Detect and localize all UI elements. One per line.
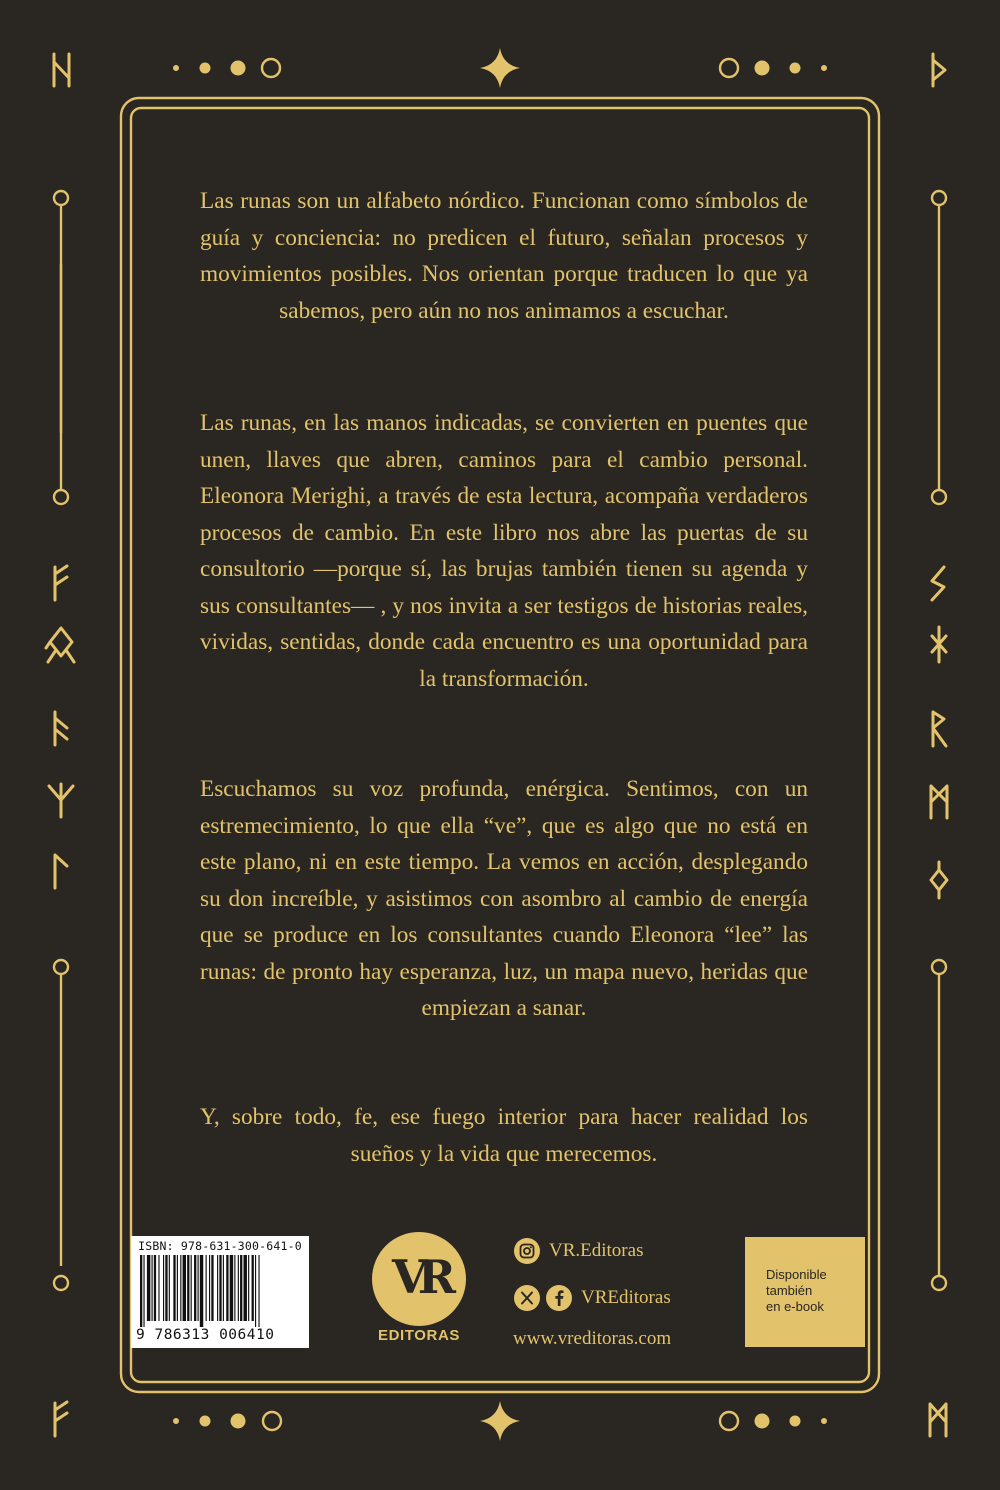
barcode-bar <box>244 1255 247 1321</box>
x-facebook-row[interactable] <box>513 1284 671 1312</box>
barcode-bar <box>248 1255 249 1321</box>
barcode <box>131 1236 309 1348</box>
barcode-bar <box>187 1255 189 1321</box>
barcode-bar <box>198 1255 199 1321</box>
barcode-bar <box>191 1255 192 1321</box>
barcode-bar <box>240 1255 242 1321</box>
barcode-bar <box>238 1255 239 1321</box>
barcode-bar <box>230 1255 233 1321</box>
barcode-bar <box>152 1255 153 1321</box>
barcode-bar <box>173 1255 175 1321</box>
barcode-bar <box>206 1255 207 1321</box>
logo-name: EDITORAS <box>377 1327 461 1344</box>
barcode-bar <box>211 1255 213 1321</box>
barcode-bar <box>147 1255 150 1321</box>
paragraph-3: Escuchamos su voz profunda, enérgica. Sentimos, con un estremecimiento, lo que ella “ve”, que es algo que no está en este plano, ni en este tiempo. La vemos en acción, desplegando su don increíble, y asistimos con asombro al cambio de energía que se produce en los consultantes cuando Eleonora “lee” las runas: de pronto hay esperanza, luz, un mapa nuevo, heridas que empiezan a sanar. <box>200 776 808 1021</box>
barcode-bars <box>136 1255 304 1327</box>
barcode-bar <box>258 1255 259 1327</box>
paragraph-4: Y, sobre todo, fe, ese fuego interior para hacer realidad los sueños y la vida que merecemos. <box>200 1104 808 1167</box>
instagram-handle: VR.Editoras <box>549 1240 644 1261</box>
instagram-row[interactable] <box>513 1237 643 1265</box>
barcode-bar <box>223 1255 224 1321</box>
barcode-bar <box>194 1255 196 1321</box>
barcode-bar <box>234 1255 235 1321</box>
barcode-bar <box>183 1255 186 1321</box>
barcode-bar <box>219 1255 221 1321</box>
barcode-bar <box>209 1255 210 1321</box>
ebook-line-3: en e-book <box>766 1299 824 1314</box>
barcode-bar <box>226 1255 228 1321</box>
ebook-badge <box>745 1237 865 1347</box>
barcode-bar <box>180 1255 181 1321</box>
barcode-bar <box>140 1255 142 1327</box>
instagram-icon <box>513 1237 541 1265</box>
barcode-bar <box>252 1255 254 1321</box>
x-facebook-handle: VREditoras <box>581 1287 671 1308</box>
barcode-bar <box>163 1255 164 1321</box>
ebook-line-2: también <box>766 1283 813 1298</box>
barcode-digits: 9 786313 006410 <box>136 1327 275 1343</box>
barcode-bar <box>154 1255 156 1321</box>
barcode-bar <box>169 1255 170 1321</box>
facebook-icon <box>545 1284 573 1312</box>
barcode-bar <box>158 1255 159 1321</box>
barcode-bar <box>255 1255 256 1327</box>
barcode-bar <box>200 1255 203 1327</box>
barcode-bar <box>165 1255 167 1321</box>
isbn-label: ISBN: 978-631-300-641-0 <box>138 1239 302 1253</box>
paragraph-2: Las runas, en las manos indicadas, se convierten en puentes que unen, llaves que abren, caminos para el cambio personal. Eleonora Merighi, a través de esta lectura, acompaña verdaderos procesos de cambio. En este libro nos abre las puertas de su consultorio —porque sí, las brujas también tienen su agenda y sus consultantes— , y nos invita a ser testigos de historias reales, vividas, sentidas, donde cada encuentro es una oportunidad para la transformación. <box>200 410 808 692</box>
barcode-bar <box>143 1255 144 1327</box>
ebook-line-1: Disponible <box>766 1267 827 1282</box>
barcode-bar <box>217 1255 218 1321</box>
paragraph-1: Las runas son un alfabeto nórdico. Funcionan como símbolos de guía y conciencia: no predicen el futuro, señalan procesos y movimientos posibles. Nos orientan porque traducen lo que ya sabemos, pero aún no nos animamos a escuchar. <box>200 188 808 324</box>
website-link[interactable]: www.vreditoras.com <box>513 1328 672 1349</box>
logo-letters: VR <box>392 1250 446 1304</box>
website-row[interactable] <box>513 1328 671 1350</box>
publisher-logo <box>371 1232 467 1344</box>
x-icon <box>513 1284 541 1312</box>
barcode-bar <box>177 1255 178 1321</box>
